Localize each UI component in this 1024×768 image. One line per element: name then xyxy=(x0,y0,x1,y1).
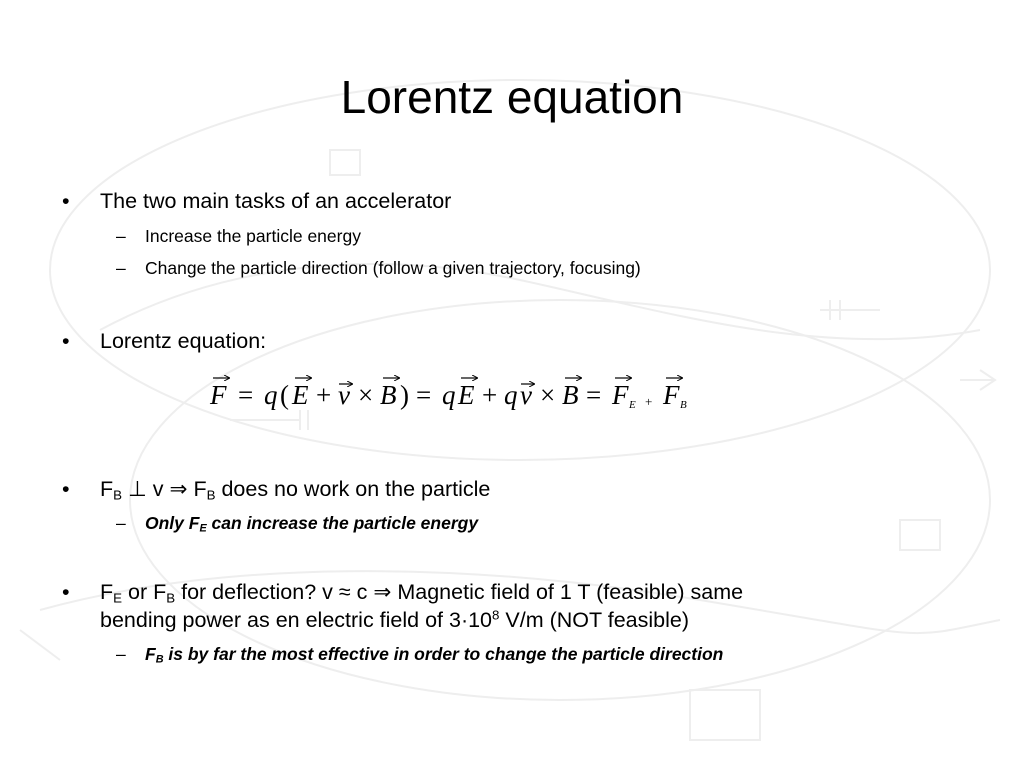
eq-paren-open: ( xyxy=(280,380,289,410)
dash-marker: – xyxy=(116,644,126,664)
eq-force: F xyxy=(663,380,680,410)
eq-charge: q xyxy=(504,380,518,410)
eq-plus: + xyxy=(316,380,332,410)
sub-bullet-text: $F_B$ is by far the most effective in order to change the particle direction xyxy=(145,644,724,666)
eq-small-plus: + xyxy=(645,394,653,409)
bullet-text: $F_B$ ⊥ v ⇒ $F_B$ does no work on the particle xyxy=(100,477,491,503)
eq-efield: E xyxy=(458,380,475,410)
eq-charge: q xyxy=(442,380,456,410)
dash-marker: – xyxy=(116,513,126,533)
eq-equals: = xyxy=(416,380,432,410)
bullet-marker: • xyxy=(62,329,70,353)
bullet-marker: • xyxy=(62,477,70,501)
eq-bfield: B xyxy=(380,380,397,410)
eq-equals: = xyxy=(586,380,602,410)
dash-marker: – xyxy=(116,226,126,246)
bullet-text: $F_E$ or $F_B$ for deflection? v ≈ c ⇒ Magnetic field of 1 T (feasible) same bending power as en electric field of $3\cdot 10^8$ V/m (NOT feasible) xyxy=(100,580,744,632)
dash-marker: – xyxy=(116,258,126,278)
eq-times: × xyxy=(358,380,374,410)
sub-bullet-text: Only $F_E$ can increase the particle energy xyxy=(145,513,479,535)
bullet-marker: • xyxy=(62,580,70,604)
eq-times: × xyxy=(540,380,556,410)
eq-velocity: v xyxy=(338,380,350,410)
bullet-marker: • xyxy=(62,189,70,213)
bullet-text: Lorentz equation: xyxy=(100,329,267,353)
slide-title: Lorentz equation xyxy=(340,71,684,123)
eq-subscript-b: B xyxy=(680,399,687,411)
eq-charge: q xyxy=(264,380,278,410)
eq-equals: = xyxy=(238,380,254,410)
eq-force: F xyxy=(612,380,629,410)
lorentz-equation xyxy=(208,366,748,416)
sub-bullet-text: Increase the particle energy xyxy=(145,226,361,246)
bullet-text: The two main tasks of an accelerator xyxy=(100,189,452,213)
eq-bfield: B xyxy=(562,380,579,410)
sub-bullet-text: Change the particle direction (follow a given trajectory, focusing) xyxy=(145,258,641,278)
eq-paren-close: ) xyxy=(400,380,409,410)
eq-velocity: v xyxy=(520,380,532,410)
eq-subscript-e: E xyxy=(629,399,636,411)
eq-plus: + xyxy=(482,380,498,410)
eq-efield: E xyxy=(292,380,309,410)
eq-force: F xyxy=(210,380,227,410)
